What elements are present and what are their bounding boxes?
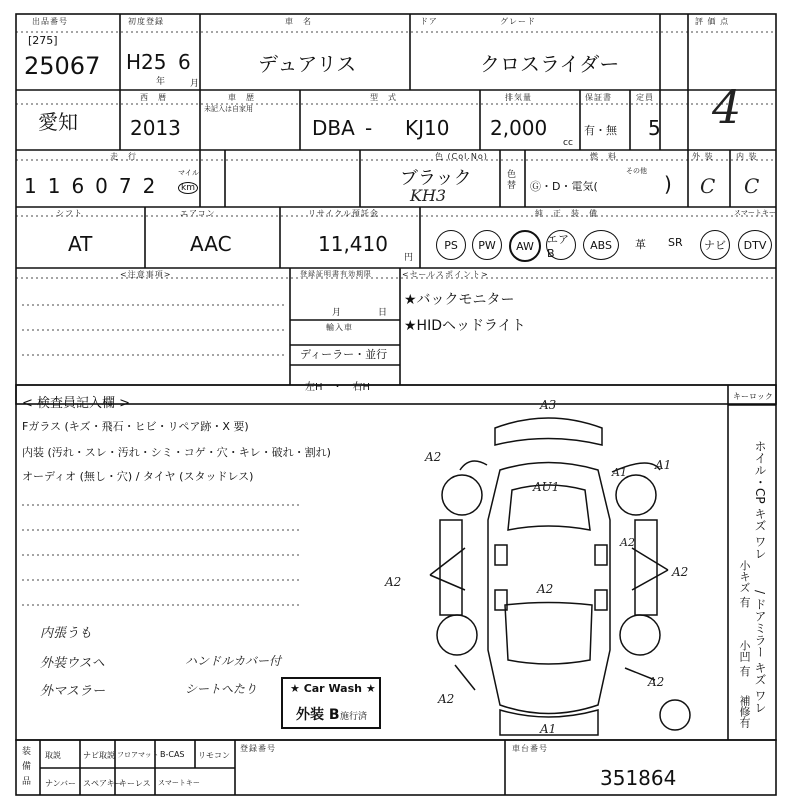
acc-bcas: B-CAS: [160, 750, 185, 759]
reg-expiry-label: 登録証明書有効期限: [300, 270, 372, 278]
grade: クロスライダー: [480, 52, 620, 76]
acc-floor-mat: フロアマット: [117, 751, 159, 759]
first-reg-era: H25: [126, 50, 167, 74]
model-prefix: DBA: [312, 116, 355, 140]
hand-note-3: 外マスラー: [40, 684, 106, 699]
acc-smartkey: スマートキー: [158, 779, 200, 787]
sales-point-2: ★HIDヘッドライト: [404, 318, 526, 334]
damage-mark-6: A2: [537, 582, 554, 596]
acc-remote: リモコン: [198, 751, 230, 760]
history-label: 車 歴: [228, 93, 255, 102]
equip-airbag: エアB: [546, 230, 576, 260]
displacement-label: 排気量: [505, 93, 532, 102]
keylock-label: キーロック: [733, 392, 773, 401]
sales-point-1: ★バックモニター: [404, 292, 515, 308]
aircon-label: エアコン: [180, 209, 216, 218]
doors-label: ドア: [420, 17, 438, 26]
cc-unit: cc: [563, 138, 573, 148]
aircon: AAC: [190, 232, 232, 256]
acc-spare-key: スペアキー: [83, 779, 123, 788]
damage-mark-9: A2: [648, 675, 665, 689]
listing-no-label: 出品番号: [32, 17, 68, 26]
history-note: 未記入は自家用: [204, 105, 253, 113]
recycle-fee: 11,410: [318, 232, 388, 256]
capacity: 5: [648, 116, 661, 140]
color: ブラック: [400, 168, 472, 189]
model-year: 2013: [130, 116, 181, 140]
first-reg-year-unit: 年: [156, 77, 166, 87]
fuel-options: Ⓖ・D・電気(: [530, 180, 598, 193]
right-note-4: 小凹 有: [738, 640, 751, 677]
damage-mark-4: AU1: [533, 480, 560, 494]
hand-note-5: シートへたり: [185, 682, 258, 696]
damage-mark-2: A2: [425, 450, 442, 464]
model-dash: -: [365, 116, 373, 140]
chassis-number: 351864: [600, 766, 677, 790]
recycle-label: リサイクル預託金: [308, 209, 379, 218]
interior-note: 内装 (汚れ・スレ・汚れ・シミ・コゲ・穴・キレ・破れ・割れ): [22, 446, 331, 459]
km-unit: km: [178, 182, 198, 194]
region: 愛知: [38, 110, 78, 134]
damage-mark-12: A1: [612, 466, 627, 479]
acc-manual: 取説: [45, 751, 61, 760]
reg-expiry-month: 月: [332, 308, 342, 318]
damage-mark-7: A2: [672, 565, 689, 579]
shift: AT: [68, 232, 93, 256]
inspector-title: < 検査員記入欄 >: [22, 396, 131, 411]
model-label: 型 式: [370, 93, 397, 102]
import-label: 輸入車: [326, 323, 353, 332]
score: 4: [712, 80, 742, 134]
damage-mark-10: A1: [540, 722, 557, 736]
mile-unit: マイル: [178, 169, 199, 177]
right-note-5: 補修有: [738, 695, 751, 728]
listing-prefix: [275]: [28, 34, 58, 47]
equip-dtv: DTV: [738, 230, 772, 260]
first-reg-month: 6: [178, 50, 191, 74]
equipment-label: 純 正 装 備: [535, 209, 598, 218]
damage-mark-8: A2: [438, 692, 455, 706]
color-label: 色 (Col.No): [435, 152, 488, 161]
audio-tire-note: オーディオ (無し・穴) / タイヤ (スタッドレス): [22, 470, 254, 483]
hand-note-2: 外装ウスヘ: [40, 656, 105, 671]
notes-label: <注意事項>: [120, 270, 172, 279]
ext-grade: C: [700, 174, 716, 198]
fuel-close: ): [664, 172, 672, 196]
warranty: 有・無: [584, 124, 617, 137]
grade-label: グレード: [500, 17, 536, 26]
first-reg-label: 初度登録: [128, 17, 164, 26]
yen-unit: 円: [404, 253, 414, 263]
color-code: KH3: [410, 186, 447, 205]
fuel-other: その他: [626, 167, 647, 175]
damage-mark-5: A2: [385, 575, 402, 589]
sales-label: <セールスポイント>: [402, 270, 489, 279]
car-name: デュアリス: [258, 52, 357, 76]
fuel-label: 燃 料: [590, 152, 617, 161]
mileage-label: 走 行: [110, 152, 137, 161]
equip-navi: ナビ: [700, 230, 730, 260]
listing-number: 25067: [24, 52, 101, 80]
reg-no-label: 登録番号: [240, 744, 276, 753]
equip-sunroof: SR: [668, 236, 683, 249]
acc-plate: ナンバー: [45, 779, 77, 788]
ext-label: 外 装: [692, 152, 714, 161]
first-reg-month-unit: 月: [190, 79, 200, 89]
hand-note-1: 内張うも: [40, 626, 93, 641]
warranty-label: 保証書: [585, 93, 612, 102]
damage-mark-3: A1: [655, 458, 672, 472]
equip-list-label: 装 備 品: [22, 747, 32, 787]
car-wash-title: ★ Car Wash ★: [290, 682, 376, 695]
fglass-note: Fガラス (キズ・飛石・ヒビ・リペア跡・X 要): [22, 420, 249, 433]
mileage: 116072: [24, 174, 167, 198]
right-note-1: ホイル・CP キズ ワレ: [753, 440, 767, 560]
acc-navi-manual: ナビ取説: [83, 751, 115, 760]
right-note-3: / ドアミラー キズ ワレ: [753, 590, 767, 714]
capacity-label: 定員: [636, 93, 654, 102]
shift-label: シフト: [56, 209, 83, 218]
int-grade: C: [744, 174, 760, 198]
score-label: 評 価 点: [695, 17, 730, 26]
handle-side: 左H ・ 右H: [305, 382, 371, 393]
damage-mark-11: A2: [620, 536, 635, 549]
reg-expiry-day: 日: [378, 308, 388, 318]
equip-abs: ABS: [583, 230, 619, 260]
right-note-2: 小キズ 有: [738, 560, 751, 608]
smartkey-label: スマートキー: [734, 209, 776, 217]
color-change-label: 色替: [507, 170, 517, 191]
model-code: KJ10: [405, 116, 450, 140]
hand-note-4: ハンドルカバー付: [185, 654, 282, 668]
chassis-label: 車台番号: [512, 744, 548, 753]
car-name-label: 車 名: [285, 17, 312, 26]
model-year-label: 西 暦: [140, 93, 167, 102]
equip-pw: PW: [472, 230, 502, 260]
displacement: 2,000: [490, 116, 548, 140]
damage-mark-1: A3: [540, 398, 557, 412]
import-type: ディーラー・並行: [300, 348, 388, 361]
equip-leather: 革: [635, 238, 646, 251]
car-wash-grade: 外装 B: [296, 707, 340, 723]
equip-ps: PS: [436, 230, 466, 260]
acc-keyless: キーレス: [119, 779, 151, 788]
equip-aw: AW: [509, 230, 541, 262]
int-label: 内 装: [736, 152, 758, 161]
car-wash-done: 施行済: [340, 712, 368, 722]
